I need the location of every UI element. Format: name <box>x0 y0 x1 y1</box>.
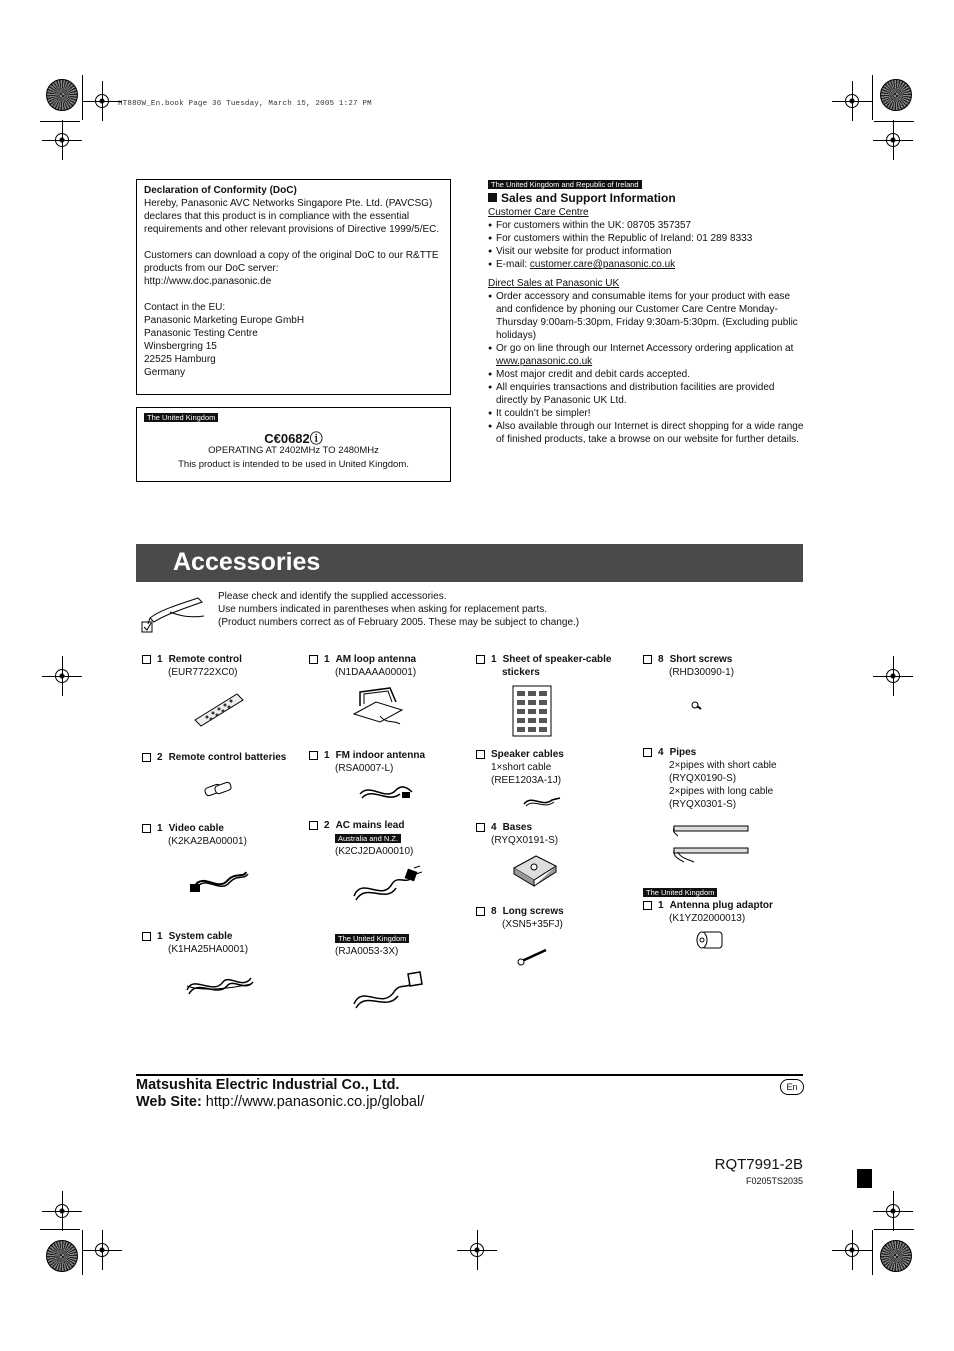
sales-heading: Sales and Support Information <box>488 192 804 205</box>
region-tag: The United Kingdom and Republic of Ireland <box>488 180 642 189</box>
footer-rule <box>136 1074 803 1076</box>
crosshair-icon <box>873 120 913 160</box>
accessory-system-cable: 1 System cable (K1HA25HA0001) <box>142 930 248 956</box>
checkbox[interactable] <box>309 655 318 664</box>
list-item: ● For customers within the UK: 08705 357357 <box>488 219 804 232</box>
accessory-bases: 4 Bases (RYQX0191-S) <box>476 821 558 847</box>
region-tag: The United Kingdom <box>643 888 717 897</box>
sales-support-section <box>488 178 804 446</box>
doc-address-line: Panasonic Marketing Europe GmbH <box>144 315 305 326</box>
speaker-cable-icon <box>522 792 562 810</box>
antenna-adaptor-icon <box>694 930 724 950</box>
crosshair-icon <box>42 120 82 160</box>
fm-antenna-icon <box>356 778 414 806</box>
customer-care-subheading: Customer Care Centre <box>488 207 589 218</box>
running-head: HT880W_En.book Page 36 Tuesday, March 15, 2005 1:27 PM <box>118 100 372 108</box>
accessory-pipes: 4 Pipes 2×pipes with short cable (RYQX0190-S) 2×pipes with long cable (RYQX0301-S) <box>643 746 777 811</box>
doc-paragraph: Hereby, Panasonic AVC Networks Singapore Pte. Ltd. (PAVCSG) declares that this product is in compliance with the essential requirements and other relevant provisions of Directive 1999/5/EC. <box>144 198 440 235</box>
language-badge: En <box>780 1079 804 1095</box>
list-item: ● Or go on line through our Internet Accessory ordering application at www.panasonic.co.uk <box>488 342 804 368</box>
checkbox[interactable] <box>476 655 485 664</box>
sticker-sheet-icon <box>512 685 552 737</box>
accessory-video-cable: 1 Video cable (K2KA2BA00001) <box>142 822 247 848</box>
doc-address-line: 22525 Hamburg <box>144 354 216 365</box>
battery-icon <box>203 779 235 799</box>
list-item: ● Most major credit and debit cards accepted. <box>488 368 804 381</box>
accessory-ac-mains-lead: 2 AC mains lead Australia and N.Z. (K2CJ2DA00010) <box>309 819 413 858</box>
accessory-remote-batteries: 2 Remote control batteries <box>142 751 286 764</box>
declaration-of-conformity-box <box>136 179 451 395</box>
doc-title: Declaration of Conformity (DoC) <box>144 185 297 196</box>
list-item: ● Also available through our Internet is direct shopping for a wide range of finished products, take a browse on our website for further details. <box>488 420 804 446</box>
pipes-icon <box>670 822 752 864</box>
accessory-long-screws: 8 Long screws (XSN5+35FJ) <box>476 905 564 931</box>
checkbox[interactable] <box>142 655 151 664</box>
website-line: Web Site: http://www.panasonic.co.jp/global/ <box>136 1094 425 1110</box>
section-title: Accessories <box>173 548 321 576</box>
accessory-ac-mains-lead-uk: The United Kingdom (RJA0053-3X) <box>309 932 409 958</box>
checkbox[interactable] <box>643 901 652 910</box>
checkbox[interactable] <box>476 750 485 759</box>
registration-disc-icon <box>880 79 912 111</box>
website-url[interactable]: http://www.panasonic.co.jp/global/ <box>205 1094 425 1110</box>
direct-sales-subheading: Direct Sales at Panasonic UK <box>488 278 620 289</box>
mains-lead-icon <box>348 862 422 906</box>
short-screw-icon <box>691 700 703 712</box>
uk-mains-lead-icon <box>348 968 424 1012</box>
list-item: ● All enquiries transactions and distribution facilities are provided directly by Panasonic UK Ltd. <box>488 381 804 407</box>
checkbox[interactable] <box>142 753 151 762</box>
crosshair-icon <box>82 1230 122 1270</box>
list-item: ● Order accessory and consumable items for your product with ease and confidence by phoning our Customer Care Centre Monday-Thursday 9:00am-5:30pm, Friday 9:30am-5:30pm. (Excluding public holidays) <box>488 290 804 342</box>
checkbox[interactable] <box>643 748 652 757</box>
usage-text: This product is intended to be used in United Kingdom. <box>178 459 409 470</box>
list-item: ● It couldn’t be simpler! <box>488 407 804 420</box>
company-name: Matsushita Electric Industrial Co., Ltd. <box>136 1077 400 1093</box>
list-item: ● E-mail: customer.care@panasonic.co.uk <box>488 258 804 271</box>
checkbox[interactable] <box>142 824 151 833</box>
doc-address-line: Winsbergring 15 <box>144 341 217 352</box>
website-link[interactable]: www.panasonic.co.uk <box>496 356 593 367</box>
checkbox[interactable] <box>309 751 318 760</box>
am-loop-antenna-icon <box>350 686 406 726</box>
crosshair-icon <box>873 656 913 696</box>
list-item: ● Visit our website for product information <box>488 245 804 258</box>
long-screw-icon <box>516 946 550 966</box>
accessory-short-screws: 8 Short screws (RHD30090-1) <box>643 653 734 679</box>
accessories-intro: Please check and identify the supplied accessories. Use numbers indicated in parentheses when asking for replacement parts. (Product numbers correct as of February 2005. These may be subject to change.) <box>218 591 580 628</box>
checkbox[interactable] <box>309 821 318 830</box>
crosshair-icon <box>42 1191 82 1231</box>
remote-control-icon <box>193 690 245 728</box>
frequency-text: OPERATING AT 2402MHz TO 2480MHz <box>208 445 379 456</box>
system-cable-icon <box>183 970 255 998</box>
document-code: RQT7991-2B <box>714 1156 803 1173</box>
accessory-remote-control: 1 Remote control (EUR7722XC0) <box>142 653 242 679</box>
square-bullet-icon <box>488 193 497 202</box>
accessory-fm-indoor-antenna: 1 FM indoor antenna (RSA0007-L) <box>309 749 425 775</box>
accessory-antenna-plug-adaptor: The United Kingdom 1 Antenna plug adaptor (K1YZ02000013) <box>643 886 773 925</box>
registration-disc-icon <box>880 1240 912 1272</box>
email-link[interactable]: customer.care@panasonic.co.uk <box>529 259 676 270</box>
edge-tab-marker <box>857 1169 872 1188</box>
accessory-speaker-cable-stickers: 1 Sheet of speaker-cable stickers <box>476 653 612 679</box>
accessories-title-bar <box>136 544 803 582</box>
crosshair-icon <box>82 81 122 121</box>
crosshair-icon <box>42 656 82 696</box>
doc-contact-label: Contact in the EU: <box>144 302 226 313</box>
doc-url: http://www.doc.panasonic.de <box>144 276 272 287</box>
checkbox[interactable] <box>643 655 652 664</box>
direct-sales-list <box>488 290 804 446</box>
base-icon <box>512 852 558 888</box>
region-tag: Australia and N.Z. <box>335 834 401 843</box>
region-tag: The United Kingdom <box>335 934 409 943</box>
region-tag: The United Kingdom <box>144 413 218 422</box>
pen-check-icon <box>140 594 210 636</box>
customer-care-list <box>488 219 804 271</box>
accessory-speaker-cables: Speaker cables 1×short cable (REE1203A-1J) <box>476 748 564 787</box>
checkbox[interactable] <box>476 907 485 916</box>
checkbox[interactable] <box>142 932 151 941</box>
doc-address-line: Germany <box>144 367 186 378</box>
crosshair-icon <box>873 1191 913 1231</box>
ce-mark: C€0682ⓘ <box>264 431 323 446</box>
crosshair-icon <box>832 81 872 121</box>
registration-disc-icon <box>46 79 78 111</box>
crosshair-icon <box>832 1230 872 1270</box>
crosshair-icon <box>457 1230 497 1270</box>
accessory-am-loop-antenna: 1 AM loop antenna (N1DAAAA00001) <box>309 653 416 679</box>
list-item: ● For customers within the Republic of Ireland: 01 289 8333 <box>488 232 804 245</box>
doc-address-line: Panasonic Testing Centre <box>144 328 258 339</box>
registration-disc-icon <box>46 1240 78 1272</box>
video-cable-icon <box>188 866 250 896</box>
doc-paragraph: Customers can download a copy of the original DoC to our R&TTE products from our DoC server: <box>144 250 439 274</box>
checkbox[interactable] <box>476 823 485 832</box>
uk-frequency-box <box>136 407 451 482</box>
print-code: F0205TS2035 <box>745 1176 803 1186</box>
